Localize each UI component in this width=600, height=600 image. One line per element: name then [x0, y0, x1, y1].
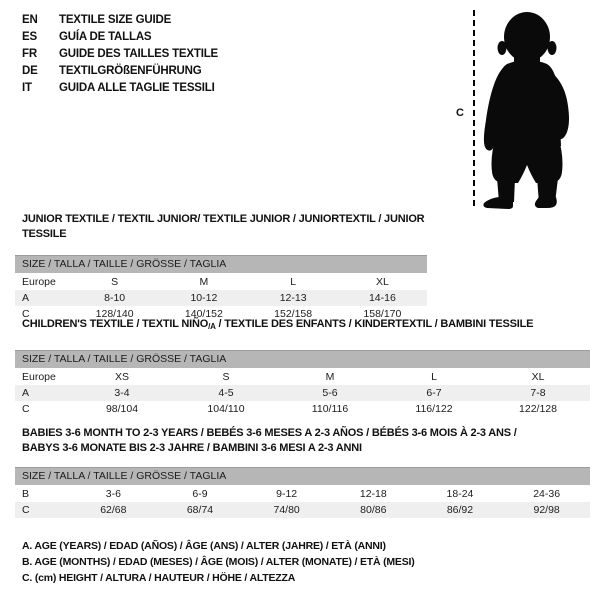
junior-textile-section [15, 212, 427, 322]
section-title-line1: BABIES 3-6 MONTH TO 2-3 YEARS / BEBÉS 3-6 MESES A 2-3 AÑOS / BÉBÉS 3-6 MOIS À 2-3 ANS / [22, 427, 517, 439]
table-cell: 68/74 [186, 504, 214, 516]
babies-size-table [15, 486, 590, 518]
junior-size-table [15, 274, 427, 322]
table-row [15, 385, 590, 401]
lang-title: TEXTILE SIZE GUIDE [59, 14, 172, 26]
table-cell: XS [114, 371, 129, 383]
table-cell: 110/116 [311, 403, 349, 415]
height-dashed-line [473, 10, 475, 206]
table-cell: S [111, 276, 119, 288]
table-cell: XL [531, 371, 545, 383]
table-row [15, 290, 427, 306]
table-cell: 5-6 [322, 387, 338, 399]
lang-code: DE [22, 65, 38, 77]
table-cell: 116/122 [415, 403, 453, 415]
table-row [15, 369, 590, 385]
table-cell: XL [375, 276, 389, 288]
language-title-list [22, 12, 218, 97]
table-cell: 12-13 [279, 292, 307, 304]
table-row [15, 486, 590, 502]
legend-note-b: B. AGE (MONTHS) / EDAD (MESES) / ÂGE (MOIS) / ALTER (MONATE) / ETÀ (MESI) [22, 556, 415, 568]
table-cell: 62/68 [100, 504, 127, 516]
table-cell: 14-16 [368, 292, 396, 304]
table-cell: 10-12 [190, 292, 218, 304]
title-text: CHILDREN'S TEXTILE / TEXTIL NIÑO [22, 318, 209, 330]
table-cell: M [325, 371, 335, 383]
lang-row-fr [22, 46, 218, 63]
table-cell: 9-12 [276, 488, 298, 500]
lang-row-en [22, 12, 218, 29]
row-label: B [22, 488, 30, 500]
section-title: JUNIOR TEXTILE / TEXTIL JUNIOR/ TEXTILE JUNIOR / JUNIORTEXTIL / JUNIOR TESSILE [22, 213, 425, 240]
table-cell: M [199, 276, 209, 288]
table-cell: 4-5 [218, 387, 234, 399]
table-row [15, 274, 427, 290]
lang-title: GUIDA ALLE TAGLIE TESSILI [59, 82, 215, 94]
legend-note-a: A. AGE (YEARS) / EDAD (AÑOS) / ÂGE (ANS) / ALTER (JAHRE) / ETÀ (ANNI) [22, 540, 386, 552]
baby-silhouette-icon [481, 6, 581, 210]
table-cell: 8-10 [104, 292, 126, 304]
table-cell: 128/140 [95, 308, 134, 320]
lang-title: TEXTILGRÖßENFÜHRUNG [59, 65, 202, 77]
table-cell: 98/104 [105, 403, 139, 415]
table-cell: 12-18 [359, 488, 387, 500]
size-header-bar: SIZE / TALLA / TAILLE / GRÖSSE / TAGLIA [15, 255, 427, 273]
table-cell: 104/110 [207, 403, 245, 415]
size-header-bar: SIZE / TALLA / TAILLE / GRÖSSE / TAGLIA [15, 350, 590, 368]
table-cell: 74/80 [273, 504, 300, 516]
lang-title: GUIDE DES TAILLES TEXTILE [59, 48, 218, 60]
table-cell: 6-9 [192, 488, 208, 500]
table-cell: 152/158 [274, 308, 313, 320]
table-row [15, 401, 590, 417]
table-cell: L [290, 276, 297, 288]
row-label: C [22, 403, 30, 415]
babies-textile-section [15, 426, 590, 518]
legend-note-c: C. (cm) HEIGHT / ALTURA / HAUTEUR / HÖHE / ALTEZZA [22, 572, 296, 584]
table-cell: L [431, 371, 437, 383]
lang-row-it [22, 80, 218, 97]
row-label: A [22, 292, 30, 304]
table-row [15, 502, 590, 518]
table-cell: S [222, 371, 230, 383]
section-title [15, 317, 590, 334]
table-cell: 3-6 [105, 488, 121, 500]
table-cell: 86/92 [446, 504, 474, 516]
lang-title: GUÍA DE TALLAS [59, 31, 152, 43]
table-cell: 18-24 [446, 488, 474, 500]
lang-code: ES [22, 31, 37, 43]
height-measure-label: C [456, 107, 464, 119]
row-label: A [22, 387, 30, 399]
title-subscript: /A [208, 322, 216, 331]
row-label: C [22, 308, 30, 320]
lang-code: EN [22, 14, 38, 26]
measure-legend [22, 538, 415, 586]
table-cell: 92/98 [533, 504, 560, 516]
table-cell: 158/170 [363, 308, 402, 320]
table-cell: 140/152 [184, 308, 223, 320]
table-cell: 3-4 [114, 387, 130, 399]
table-cell: 24-36 [533, 488, 561, 500]
lang-row-es [22, 29, 218, 46]
row-label: Europe [22, 371, 56, 383]
section-title-line2: BABYS 3-6 MONATE BIS 2-3 JAHRE / BAMBINI 3-6 MESI A 2-3 ANNI [22, 442, 362, 454]
size-header-bar: SIZE / TALLA / TAILLE / GRÖSSE / TAGLIA [15, 467, 590, 485]
children-size-table [15, 369, 590, 417]
lang-code: IT [22, 82, 32, 94]
lang-code: FR [22, 48, 37, 60]
table-cell: 122/128 [519, 403, 557, 415]
title-text: / TEXTILE DES ENFANTS / KINDERTEXTIL / BAMBINI TESSILE [215, 318, 534, 330]
table-cell: 6-7 [426, 387, 442, 399]
row-label: Europe [22, 276, 56, 288]
children-textile-section [15, 317, 590, 417]
lang-row-de [22, 63, 218, 80]
table-cell: 80/86 [360, 504, 387, 516]
table-cell: 7-8 [530, 387, 546, 399]
row-label: C [22, 504, 30, 516]
